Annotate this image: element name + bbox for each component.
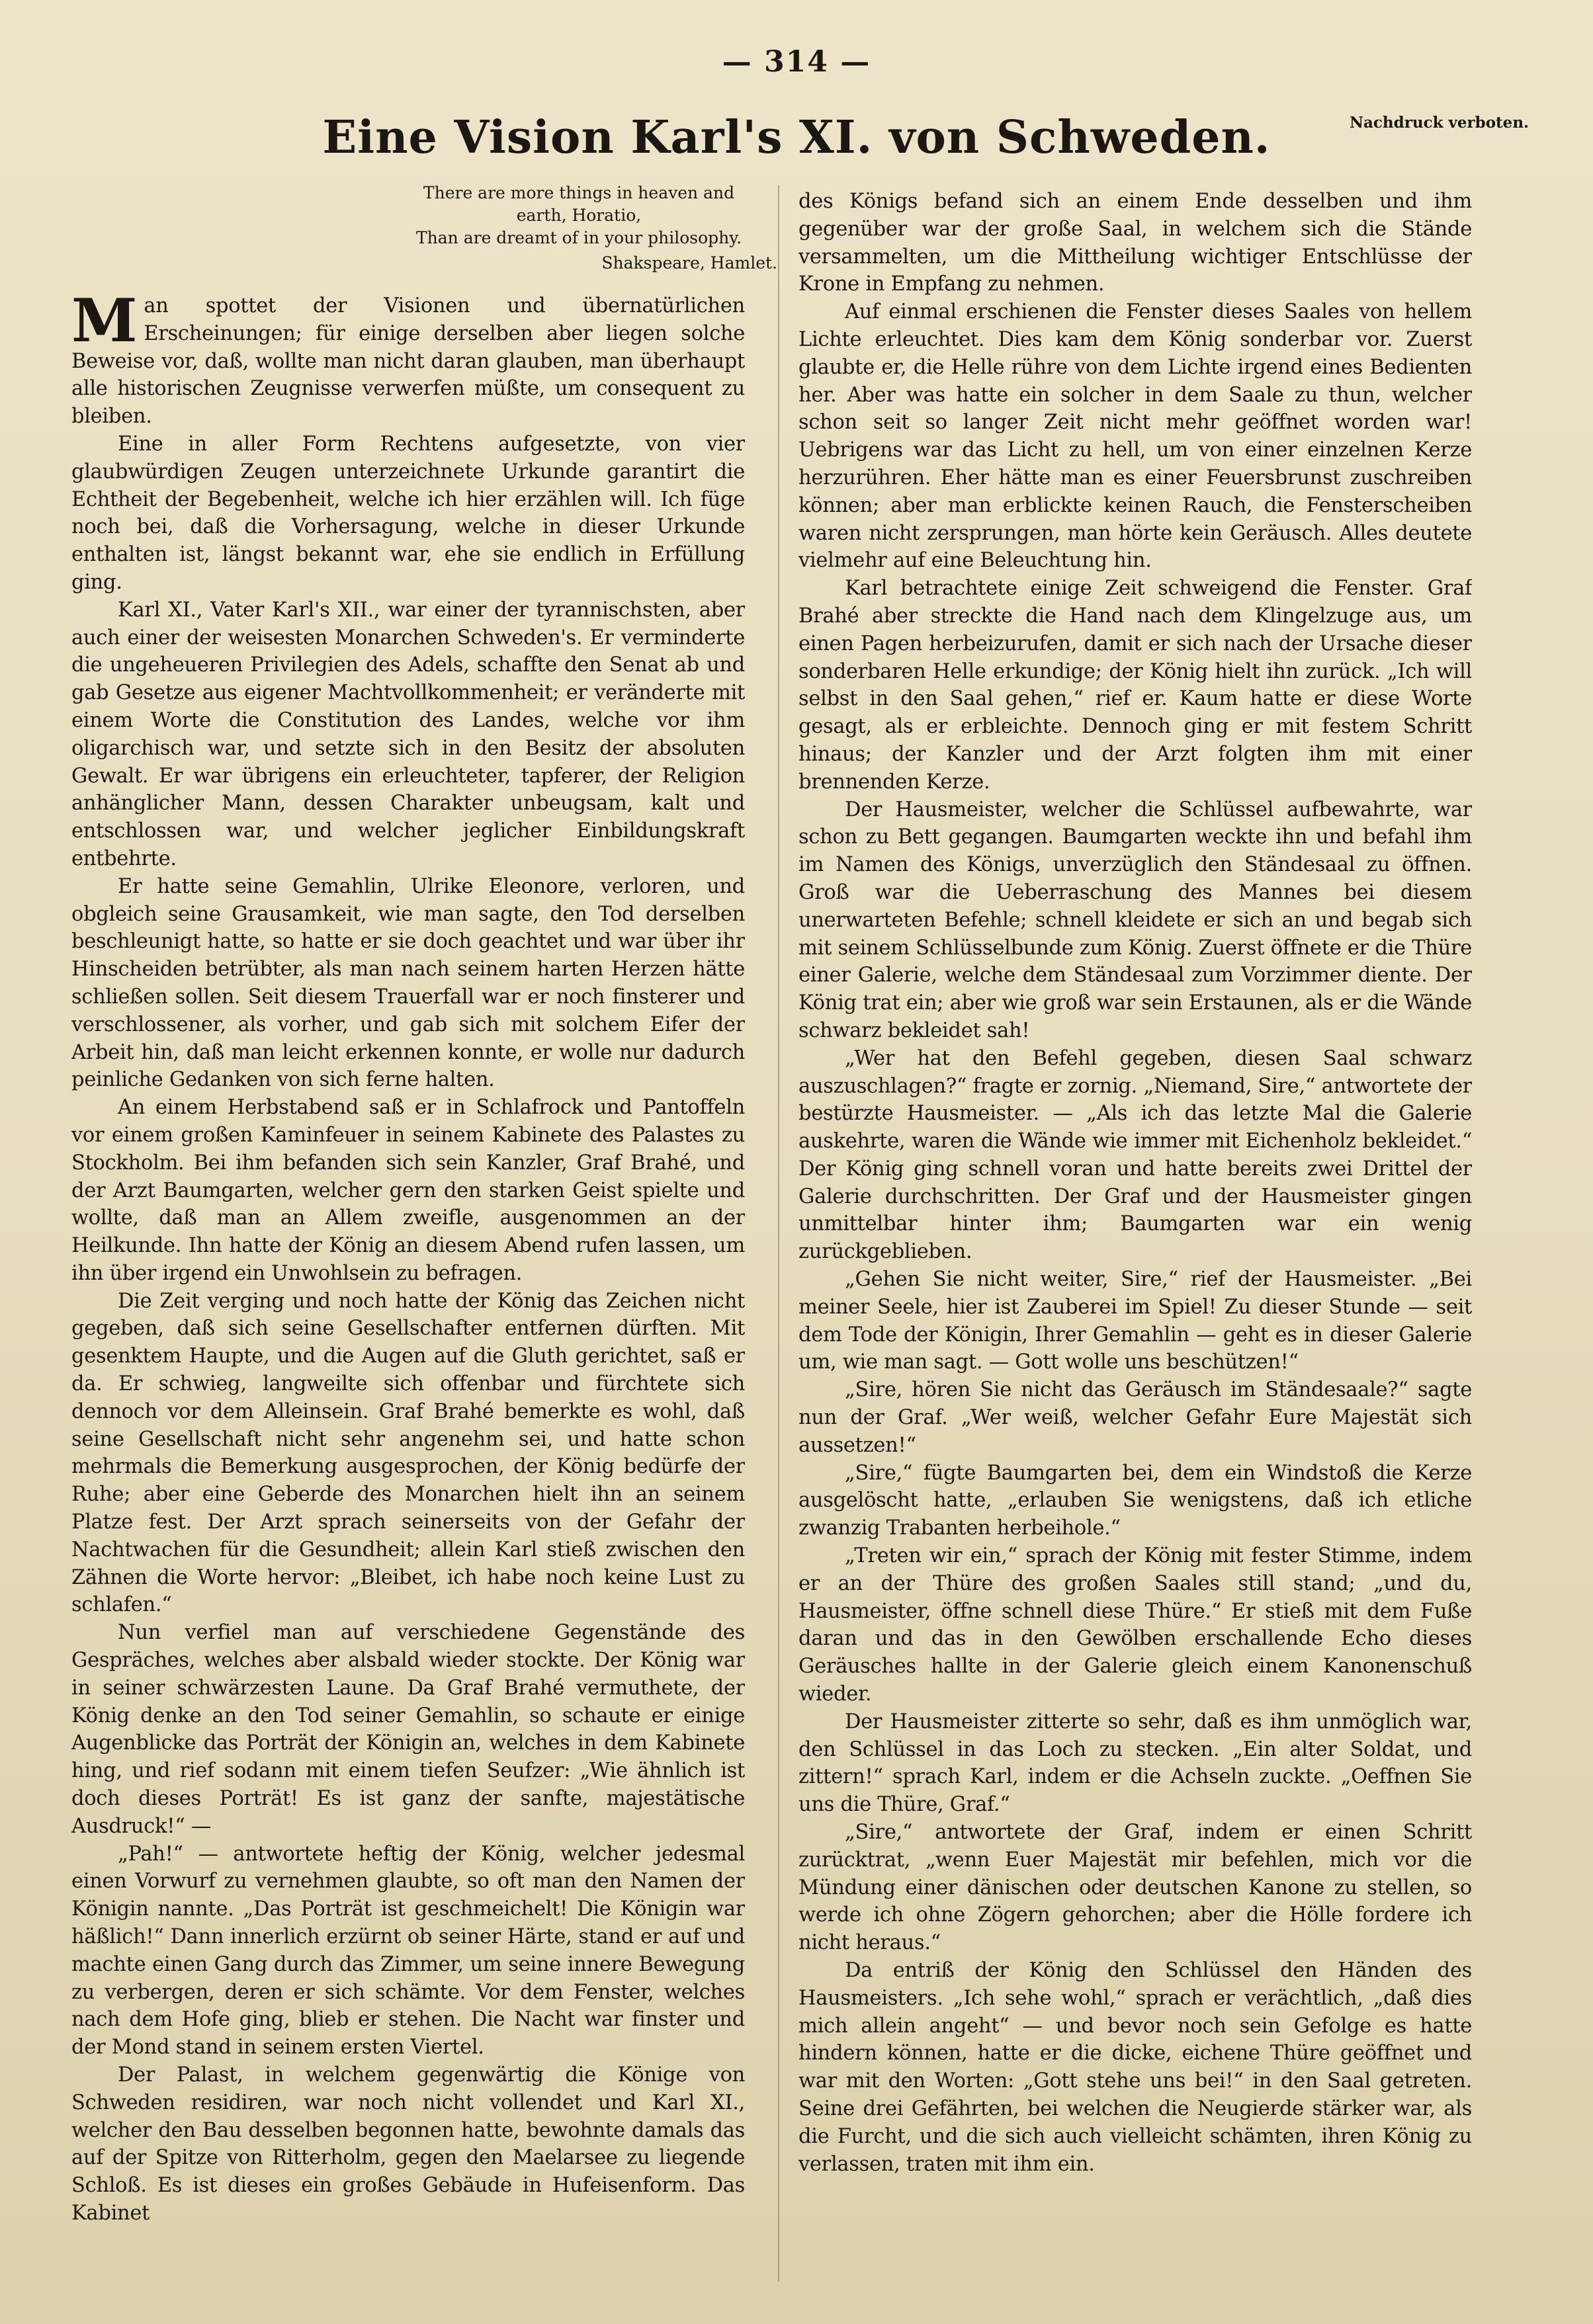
epigraph-line: Than are dreamt of in your philosophy. [415,228,742,247]
paragraph: Auf einmal erschienen die Fenster dieses Saales von hellem Lichte erleuchtet. Dies kam dem König sonderbar vor. Zuerst glaubte er, die Helle rühre von dem Lichte irgend eines Bedienten her. Aber was hatte ein solcher in dem Saale zu thun, welcher schon seit so langer Zeit nicht mehr geöffnet worden war! Uebrigens war das Licht zu hell, um von einer einzelnen Kerze herzurühren. Eher hätte man es einer Feuersbrunst zuschreiben können; aber man erblickte keinen Rauch, die Fensterscheiben waren nicht zersprungen, man hörte kein Geräusch. Alles deutete vielmehr auf eine Beleuchtung hin. [798,300,1472,573]
article-title: Eine Vision Karl's XI. von Schweden. [322,111,1271,164]
left-column [71,292,745,2276]
paragraph [71,292,745,431]
epigraph-line: There are more things in heaven and [423,183,735,202]
epigraph-line: earth, Horatio, [516,206,642,225]
paragraph: Karl XI., Vater Karl's XII., war einer der tyrannischsten, aber auch einer der weisesten Monarchen Schweden's. Er verminderte die ungeheueren Privilegien des Adels, schaffte den Senat ab und gab Gesetze aus eigener Machtvollkommenheit; er veränderte mit einem Worte die Constitution des Landes, welche vor ihm oligarchisch war, und setzte sich in den Besitz der absoluten Gewalt. Er war übrigens ein erleuchteter, tapferer, der Religion anhänglicher Mann, dessen Charakter unbeugsam, kalt und entschlossen war, und welcher jeglicher Einbildungskraft entbehrte. [71,598,745,870]
paragraph: Die Zeit verging und noch hatte der König das Zeichen nicht gegeben, daß sich seine Gesellschafter entfernen dürften. Mit gesenktem Haupte, und die Augen auf die Gluth gerichtet, saß er da. Er schwieg, langweilte sich offenbar und fürchtete sich dennoch vor dem Alleinsein. Graf Brahé bemerkte es wohl, daß seine Gesellschaft nicht sehr angenehm sei, und hatte schon mehrmals die Bemerkung ausgesprochen, der König bedürfe der Ruhe; aber eine Geberde des Monarchen hielt ihn an seinem Platze fest. Der Arzt sprach seinerseits von der Gefahr der Nachtwachen für die Gesundheit; allein Karl stieß zwischen den Zähnen die Worte hervor: „Bleibet, ich habe noch keine Lust zu schlafen.“ [71,1289,745,1617]
paragraph: Da entriß der König den Schlüssel den Händen des Hausmeisters. „Ich sehe wohl,“ sprach er verächtlich, „daß dies mich allein angeht“ — und bevor noch sein Gefolge es hatte hindern können, hatte er die dicke, eichene Thüre geöffnet und war mit den Worten: „Gott stehe uns bei!“ in den Saal getreten. Seine drei Gefährten, bei welchen die Neugierde stärker war, als die Furcht, und die sich auch vielleicht schämten, ihren König zu verlassen, traten mit ihm ein. [798,1959,1472,2176]
paragraph: An einem Herbstabend saß er in Schlafrock und Pantoffeln vor einem großen Kaminfeuer in seinem Kabinete des Palastes zu Stockholm. Bei ihm befanden sich sein Kanzler, Graf Brahé, und der Arzt Baumgarten, welcher gern den starken Geist spielte und wollte, daß man an Allem zweifle, ausgenommen an der Heilkunde. Ihn hatte der König an diesem Abend rufen lassen, um ihn über irgend ein Unwohlsein zu befragen. [71,1096,745,1285]
paragraph: „Sire,“ fügte Baumgarten bei, dem ein Windstoß die Kerze ausgelöscht hatte, „erlauben Sie wenigstens, daß ich etliche zwanzig Trabanten herbeihole.“ [798,1461,1472,1540]
paragraph: „Gehen Sie nicht weiter, Sire,“ rief der Hausmeister. „Bei meiner Seele, hier ist Zauberei im Spiel! Zu dieser Stunde — seit dem Tode der Königin, Ihrer Gemahlin — geht es in dieser Galerie um, wie man sagt. — Gott wolle uns beschützen!“ [798,1268,1472,1374]
paragraph: „Pah!“ — antwortete heftig der König, welcher jedesmal einen Vorwurf zu vernehmen glaubte, so oft man den Namen der Königin nannte. „Das Porträt ist geschmeichelt! Die Königin war häßlich!“ Dann innerlich erzürnt ob seiner Härte, stand er auf und machte einen Gang durch das Zimmer, um seine innere Bewegung zu verbergen, deren er sich schämte. Vor dem Fenster, welches nach dem Hofe ging, blieb er stehen. Die Nacht war finster und der Mond stand in seinem ersten Viertel. [71,1842,745,2059]
epigraph [380,182,777,274]
paragraph: „Wer hat den Befehl gegeben, diesen Saal schwarz auszuschlagen?“ fragte er zornig. „Niemand, Sire,“ antwortete der bestürzte Hausmeister. — „Als ich das letzte Mal die Galerie auskehrte, waren die Wände wie immer mit Eichenholz bekleidet.“ Der König ging schnell voran und hatte bereits zwei Drittel der Galerie durchschritten. Der Graf und der Hausmeister gingen unmittelbar hinter ihm; Baumgarten war ein wenig zurückgeblieben. [798,1046,1472,1264]
paragraph: „Sire, hören Sie nicht das Geräusch im Ständesaale?“ sagte nun der Graf. „Wer weiß, welcher Gefahr Eure Majestät sich aussetzen!“ [798,1378,1472,1457]
paragraph: Der Palast, in welchem gegenwärtig die Könige von Schweden residiren, war noch nicht vollendet und Karl XI., welcher den Bau desselben begonnen hatte, bewohnte damals das auf der Spitze von Ritterholm, gegen den Maelarsee zu liegende Schloß. Es ist dieses ein großes Gebäude in Hufeisenform. Das Kabinet [71,2063,745,2225]
drop-cap: M [71,292,138,356]
paragraph: des Königs befand sich an einem Ende desselben und ihm gegenüber war der große Saal, in welchem sich die Stände versammelten, um die Mittheilung wichtiger Entschlüsse der Krone in Empfang zu nehmen. [798,190,1472,296]
epigraph-source: Shakspeare, Hamlet. [601,253,777,272]
paragraph: Er hatte seine Gemahlin, Ulrike Eleonore, verloren, und obgleich seine Grausamkeit, wie man sagte, den Tod derselben beschleunigt hatte, so hatte er sie doch geachtet und war über ihr Hinscheiden betrübter, als man nach seinem harten Herzen hätte schließen sollen. Seit diesem Trauerfall war er noch finsterer und verschlossener, als vorher, und gab sich mit solchem Eifer der Arbeit hin, daß man leicht erkennen konnte, er wolle nur dadurch peinliche Gedanken von sich ferne halten. [71,874,745,1092]
paragraph: „Sire,“ antwortete der Graf, indem er einen Schritt zurücktrat, „wenn Euer Majestät mir befehlen, mich vor die Mündung einer dänischen oder deutschen Kanone zu stellen, so werde ich ohne Zögern gehorchen; aber die Hölle fordere ich nicht heraus.“ [798,1821,1472,1955]
page-number: — 314 — [722,45,871,79]
paragraph: Der Hausmeister zitterte so sehr, daß es ihm unmöglich war, den Schlüssel in das Loch zu stecken. „Ein alter Soldat, und zittern!“ sprach Karl, indem er die Achseln zuckte. „Oeffnen Sie uns die Thüre, Graf.“ [798,1710,1472,1817]
paragraph-text: an spottet der Visionen und übernatürlichen Erscheinungen; für einige derselben aber liegen solche Beweise vor, daß, wollte man nicht daran glauben, man überhaupt alle historischen Zeugnisse verwerfen müßte, um consequent zu bleiben. [71,294,745,429]
paragraph: „Treten wir ein,“ sprach der König mit fester Stimme, indem er an der Thüre des großen Saales still stand; „und du, Hausmeister, öffne schnell diese Thüre.“ Er stieß mit dem Fuße daran und das in den Gewölben erschallende Echo dieses Geräusches hallte in der Galerie gleich einem Kanonenschuß wieder. [798,1544,1472,1706]
paragraph: Nun verfiel man auf verschiedene Gegenstände des Gespräches, welches aber alsbald wieder stockte. Der König war in seiner schwärzesten Laune. Da Graf Brahé vermuthete, der König denke an den Tod seiner Gemahlin, so schaute er einige Augenblicke das Porträt der Königin an, welches in dem Kabinete hing, und rief sodann mit einem tiefen Seufzer: „Wie ähnlich ist doch dieses Porträt! Es ist ganz der sanfte, majestätische Ausdruck!“ — [71,1621,745,1838]
paragraph: Eine in aller Form Rechtens aufgesetzte, von vier glaubwürdigen Zeugen unterzeichnete Urkunde garantirt die Echtheit der Begebenheit, welche ich hier erzählen will. Ich füge noch bei, daß die Vorhersagung, welche in dieser Urkunde enthalten ist, längst bekannt war, ehe sie endlich in Erfüllung ging. [71,432,745,594]
paragraph: Der Hausmeister, welcher die Schlüssel aufbewahrte, war schon zu Bett gegangen. Baumgarten weckte ihn und befahl ihm im Namen des Königs, unverzüglich den Ständesaal zu öffnen. Groß war die Ueberraschung des Mannes bei diesem unerwarteten Befehle; schnell kleidete er sich an und begab sich mit seinem Schlüsselbunde zum König. Zuerst öffnete er die Thüre einer Galerie, welche dem Ständesaal zum Vorzimmer diente. Der König trat ein; aber wie groß war sein Erstaunen, als er die Wände schwarz bekleidet sah! [798,798,1472,1042]
column-divider [778,185,779,2282]
reprint-notice: Nachdruck verboten. [1350,114,1529,132]
paragraph: Karl betrachtete einige Zeit schweigend die Fenster. Graf Brahé aber streckte die Hand nach dem Klingelzuge aus, um einen Pagen herbeizurufen, damit er sich nach der Ursache dieser sonderbaren Helle erkundige; der König hielt ihn zurück. „Ich will selbst in den Saal gehen,“ rief er. Kaum hatte er diese Worte gesagt, als er erbleichte. Dennoch ging er mit festem Schritt hinaus; der Kanzler und der Arzt folgten ihm mit einer brennenden Kerze. [798,577,1472,794]
right-column [798,188,1472,2278]
